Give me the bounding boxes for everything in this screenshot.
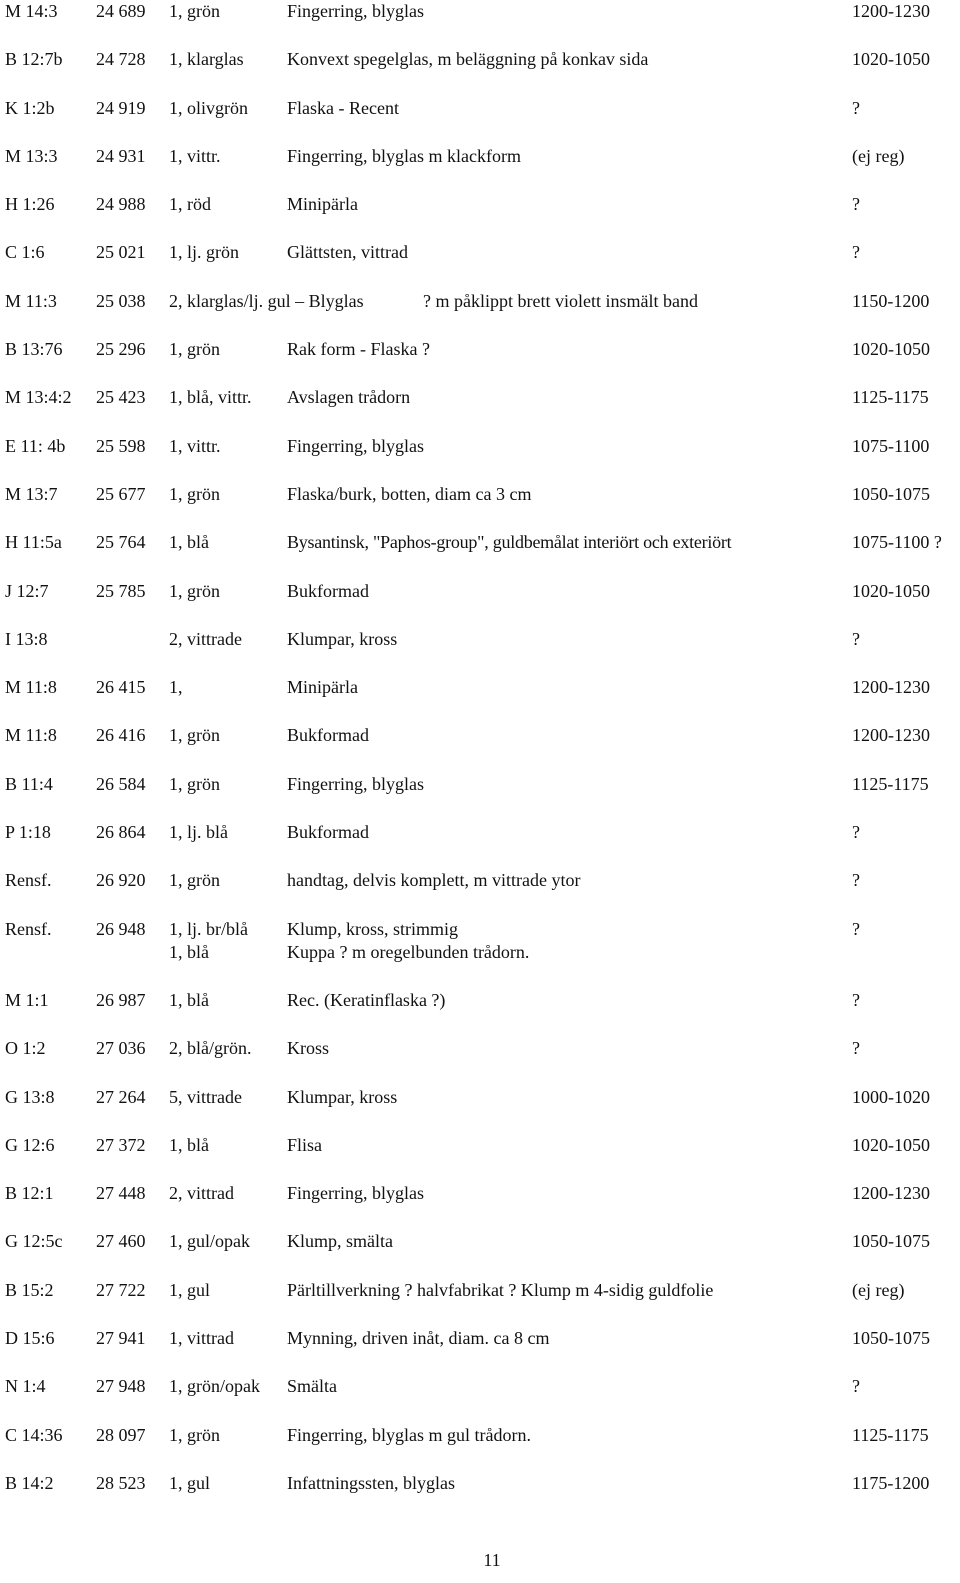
find-number: 27 948 (96, 1376, 146, 1397)
find-context: Rensf. (5, 870, 52, 891)
find-context: Rensf. (5, 918, 52, 939)
catalog-row (5, 1424, 955, 1472)
find-number: 26 584 (96, 773, 146, 794)
find-context: M 11:3 (5, 290, 57, 311)
find-number: 24 919 (96, 97, 146, 118)
object-description: Flisa (287, 1134, 323, 1155)
object-description: Flaska - Recent (287, 97, 399, 118)
catalog-row (5, 989, 955, 1037)
dating: 1050-1075 (852, 1231, 930, 1252)
catalog-row (5, 1230, 955, 1278)
quantity-color: 1, grön (169, 1424, 220, 1445)
find-number: 24 988 (96, 194, 146, 215)
quantity-color: 2, blå/grön. (169, 1038, 252, 1059)
dating: 1125-1175 (852, 1424, 929, 1445)
object-description: ? m påklippt brett violett insmält band (423, 290, 698, 311)
quantity-color: 1, grön (169, 725, 220, 746)
quantity-color: 1, blå (169, 1134, 209, 1155)
find-context: G 12:6 (5, 1134, 55, 1155)
dating: 1125-1175 (852, 773, 929, 794)
find-context: H 11:5a (5, 532, 62, 553)
quantity-color: 1, grön (169, 483, 220, 504)
quantity-color: 1, blå, vittr. (169, 387, 252, 408)
find-number: 28 097 (96, 1424, 146, 1445)
object-description: Bukformad (287, 822, 369, 843)
object-description: Infattningssten, blyglas (287, 1472, 455, 1493)
catalog-row (5, 869, 955, 917)
quantity-color: 1, grön (169, 1, 220, 21)
find-context: I 13:8 (5, 628, 48, 649)
object-description: Klumpar, kross (287, 1086, 398, 1107)
find-context: M 11:8 (5, 677, 57, 698)
find-number: 26 948 (96, 918, 146, 939)
dating: ? (852, 822, 860, 843)
object-description: Fingerring, blyglas (287, 1, 424, 21)
quantity-color: 1, grön (169, 870, 220, 891)
quantity-color: 1, blå (169, 941, 209, 962)
dating: 1000-1020 (852, 1086, 930, 1107)
quantity-color: 1, vittr. (169, 435, 221, 456)
find-number: 25 764 (96, 532, 146, 553)
dating: 1125-1175 (852, 387, 929, 408)
quantity-color: 1, gul (169, 1472, 211, 1493)
find-number: 26 864 (96, 822, 146, 843)
object-description: Fingerring, blyglas (287, 1183, 424, 1204)
catalog-row (5, 0, 955, 48)
dating: ? (852, 1038, 860, 1059)
object-description: Rak form - Flaska ? (287, 339, 430, 360)
catalog-row (5, 241, 955, 289)
dating: ? (852, 628, 860, 649)
catalog-row (5, 48, 955, 96)
object-description: Fingerring, blyglas (287, 435, 424, 456)
dating: 1020-1050 (852, 1134, 930, 1155)
object-description: Bukformad (287, 580, 369, 601)
dating: ? (852, 1376, 860, 1397)
find-number: 27 372 (96, 1134, 146, 1155)
catalog-row (5, 483, 955, 531)
find-number: 27 448 (96, 1183, 146, 1204)
quantity-color: 1, vittrad (169, 1328, 234, 1349)
dating: 1200-1230 (852, 1183, 930, 1204)
dating: ? (852, 97, 860, 118)
catalog-row (5, 435, 955, 483)
object-description: Flaska/burk, botten, diam ca 3 cm (287, 483, 532, 504)
catalog-row (5, 338, 955, 386)
quantity-color: 1, lj. grön (169, 242, 239, 263)
object-description: Glättsten, vittrad (287, 242, 408, 263)
find-number: 26 920 (96, 870, 146, 891)
quantity-color: 2, klarglas/lj. gul – Blyglas (169, 290, 364, 311)
catalog-row (5, 676, 955, 724)
quantity-color: 1, grön (169, 339, 220, 360)
object-description: Minipärla (287, 677, 358, 698)
find-number: 25 598 (96, 435, 146, 456)
find-context: J 12:7 (5, 580, 49, 601)
dating: 1020-1050 (852, 49, 930, 70)
find-context: B 15:2 (5, 1279, 54, 1300)
catalog-row (5, 1279, 955, 1327)
object-description: handtag, delvis komplett, m vittrade ytor (287, 870, 581, 891)
catalog-row (5, 97, 955, 145)
object-description: Klump, kross, strimmig (287, 918, 459, 939)
quantity-color: 1, grön/opak (169, 1376, 260, 1397)
dating: 1075-1100 (852, 435, 930, 456)
dating: (ej reg) (852, 145, 905, 166)
catalog-row (5, 1472, 955, 1520)
catalog-row (5, 1375, 955, 1423)
catalog-row (5, 724, 955, 772)
find-number: 26 415 (96, 677, 146, 698)
dating: 1020-1050 (852, 580, 930, 601)
find-context: G 12:5c (5, 1231, 63, 1252)
object-description: Konvext spegelglas, m beläggning på konkav sida (287, 49, 649, 70)
quantity-color: 1, vittr. (169, 145, 221, 166)
object-description: Kross (287, 1038, 330, 1059)
dating: ? (852, 242, 860, 263)
find-number: 27 941 (96, 1328, 146, 1349)
find-context: O 1:2 (5, 1038, 46, 1059)
object-description: Minipärla (287, 194, 358, 215)
catalog-row (5, 773, 955, 821)
catalog-row (5, 1327, 955, 1375)
find-catalog-table (5, 0, 955, 1520)
quantity-color: 1, gul (169, 1279, 211, 1300)
find-context: G 13:8 (5, 1086, 55, 1107)
quantity-color: 1, (169, 677, 183, 698)
find-number: 25 677 (96, 483, 146, 504)
find-number: 26 416 (96, 725, 146, 746)
find-number: 24 728 (96, 49, 146, 70)
find-context: M 13:3 (5, 145, 58, 166)
object-description: Mynning, driven inåt, diam. ca 8 cm (287, 1328, 550, 1349)
dating: 1075-1100 ? (852, 532, 942, 553)
dating: 1200-1230 (852, 725, 930, 746)
quantity-color: 1, grön (169, 580, 220, 601)
catalog-row (5, 145, 955, 193)
catalog-row (5, 1037, 955, 1085)
dating: 1200-1230 (852, 677, 930, 698)
catalog-row (5, 1182, 955, 1230)
find-number: 24 931 (96, 145, 146, 166)
quantity-color: 2, vittrade (169, 628, 242, 649)
find-context: B 12:7b (5, 49, 63, 70)
find-context: M 11:8 (5, 725, 57, 746)
quantity-color: 1, röd (169, 194, 211, 215)
quantity-color: 1, gul/opak (169, 1231, 250, 1252)
dating: ? (852, 194, 860, 215)
find-number: 25 785 (96, 580, 146, 601)
dating: 1050-1075 (852, 1328, 930, 1349)
find-context: B 11:4 (5, 773, 53, 794)
find-number: 25 423 (96, 387, 146, 408)
find-context: B 14:2 (5, 1472, 54, 1493)
find-number: 24 689 (96, 1, 146, 21)
page-number: 11 (483, 1550, 501, 1570)
object-description: Avslagen trådorn (287, 387, 411, 408)
catalog-row (5, 386, 955, 434)
find-context: M 13:4:2 (5, 387, 72, 408)
quantity-color: 1, lj. br/blå (169, 918, 248, 939)
find-context: C 1:6 (5, 242, 45, 263)
catalog-row (5, 821, 955, 869)
find-context: H 1:26 (5, 194, 55, 215)
quantity-color: 1, klarglas (169, 49, 244, 70)
quantity-color: 1, olivgrön (169, 97, 248, 118)
find-number: 27 036 (96, 1038, 146, 1059)
object-description: Pärltillverkning ? halvfabrikat ? Klump m 4-sidig guldfolie (287, 1279, 714, 1300)
find-number: 28 523 (96, 1472, 146, 1493)
dating: (ej reg) (852, 1279, 905, 1300)
find-context: K 1:2b (5, 97, 55, 118)
object-description: Fingerring, blyglas m gul trådorn. (287, 1424, 531, 1445)
find-number: 27 722 (96, 1279, 146, 1300)
find-number: 27 264 (96, 1086, 146, 1107)
catalog-row (5, 628, 955, 676)
object-description: Kuppa ? m oregelbunden trådorn. (287, 941, 530, 962)
catalog-row (5, 1134, 955, 1182)
object-description: Bukformad (287, 725, 369, 746)
dating: 1050-1075 (852, 483, 930, 504)
quantity-color: 5, vittrade (169, 1086, 242, 1107)
find-context: E 11: 4b (5, 435, 66, 456)
catalog-row (5, 1086, 955, 1134)
quantity-color: 1, blå (169, 989, 209, 1010)
object-description: Klump, smälta (287, 1231, 393, 1252)
find-context: D 15:6 (5, 1328, 55, 1349)
dating: 1150-1200 (852, 290, 930, 311)
object-description: Fingerring, blyglas m klackform (287, 145, 521, 166)
find-context: P 1:18 (5, 822, 51, 843)
object-description: Fingerring, blyglas (287, 773, 424, 794)
object-description: Bysantinsk, "Paphos-group", guldbemålat interiört och exteriört (287, 532, 732, 553)
find-number: 25 038 (96, 290, 146, 311)
find-context: N 1:4 (5, 1376, 46, 1397)
object-description: Rec. (Keratinflaska ?) (287, 989, 446, 1010)
find-context: M 13:7 (5, 483, 58, 504)
catalog-row (5, 531, 955, 579)
find-number: 25 296 (96, 339, 146, 360)
find-context: M 14:3 (5, 1, 58, 21)
find-number: 25 021 (96, 242, 146, 263)
catalog-row (5, 193, 955, 241)
dating: 1020-1050 (852, 339, 930, 360)
dating: ? (852, 870, 860, 891)
find-context: B 13:76 (5, 339, 63, 360)
find-context: M 1:1 (5, 989, 49, 1010)
catalog-row (5, 290, 955, 338)
object-description: Smälta (287, 1376, 337, 1397)
quantity-color: 1, lj. blå (169, 822, 228, 843)
dating: ? (852, 989, 860, 1010)
find-number: 27 460 (96, 1231, 146, 1252)
dating: 1200-1230 (852, 1, 930, 21)
find-context: C 14:36 (5, 1424, 63, 1445)
dating: 1175-1200 (852, 1472, 930, 1493)
quantity-color: 2, vittrad (169, 1183, 234, 1204)
find-context: B 12:1 (5, 1183, 54, 1204)
catalog-row (5, 918, 955, 989)
object-description: Klumpar, kross (287, 628, 398, 649)
quantity-color: 1, blå (169, 532, 209, 553)
dating: ? (852, 918, 860, 939)
find-number: 26 987 (96, 989, 146, 1010)
catalog-row (5, 580, 955, 628)
quantity-color: 1, grön (169, 773, 220, 794)
